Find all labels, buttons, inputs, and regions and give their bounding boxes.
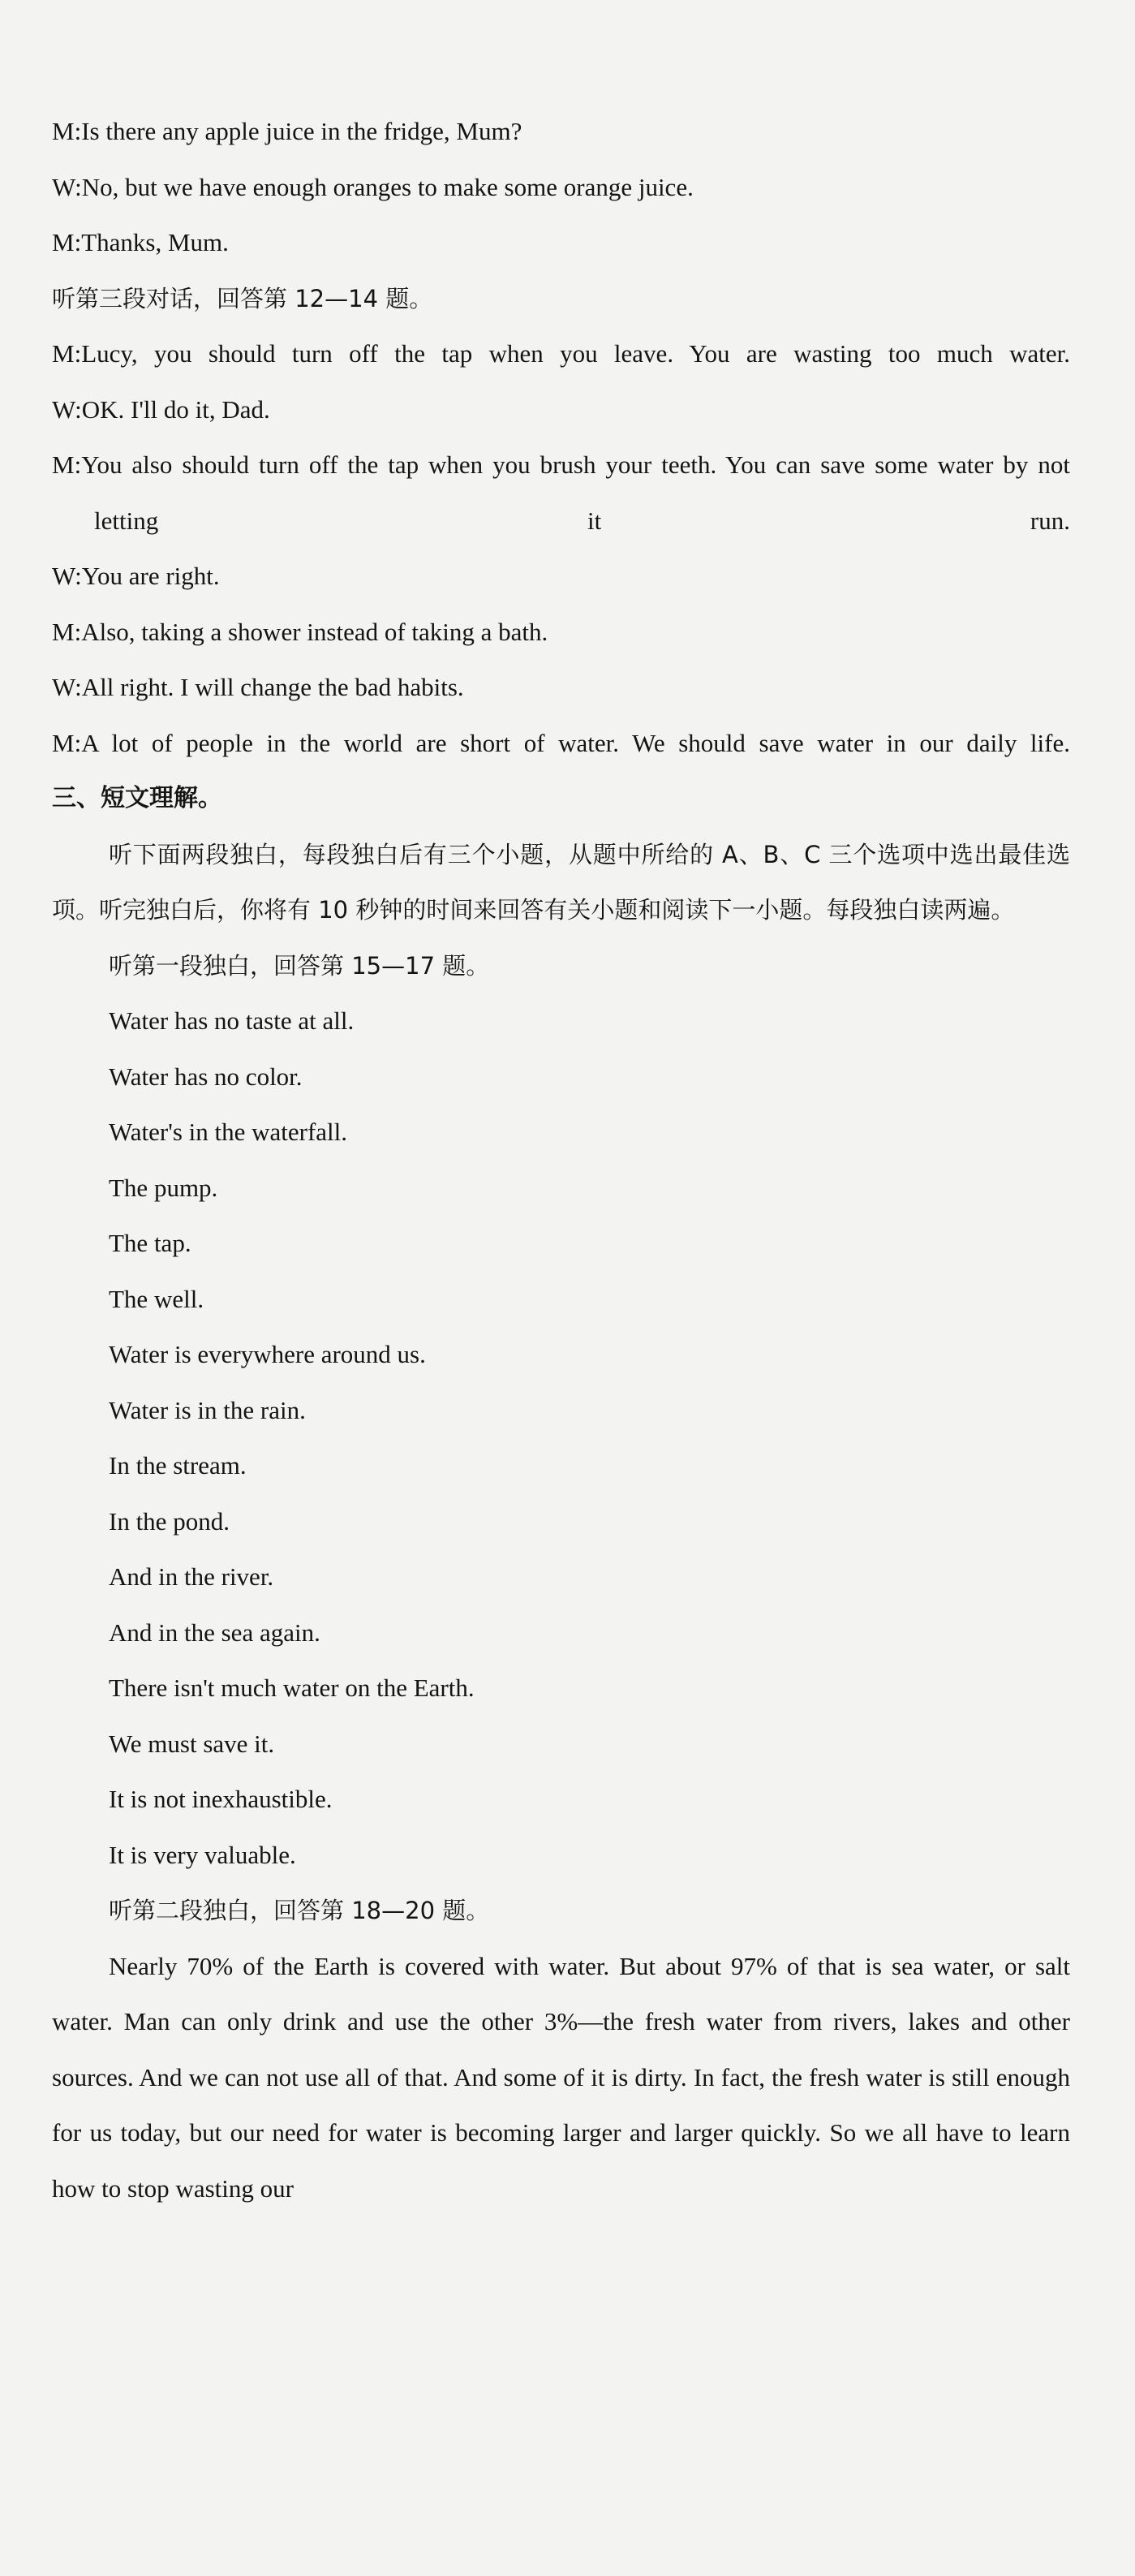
poem-line: It is not inexhaustible. <box>109 1785 333 1813</box>
poem-line: In the pond. <box>109 1506 230 1536</box>
dialogue-line <box>52 160 1070 216</box>
poem-line: In the stream. <box>109 1451 247 1480</box>
utterance: OK. I'll do it, Dad. <box>81 394 270 424</box>
speaker: M: <box>52 728 82 757</box>
dialogue-line <box>52 382 1070 438</box>
poem-line: Water's in the waterfall. <box>109 1118 348 1146</box>
dialogue-line <box>52 437 1070 549</box>
poem-line: Water has no color. <box>109 1062 303 1091</box>
poem-line: Water is everywhere around us. <box>109 1340 426 1368</box>
poem-line: We must save it. <box>109 1729 275 1758</box>
utterance: Thanks, Mum. <box>81 228 229 256</box>
utterance: Also, taking a shower instead of taking a bath. <box>81 617 548 646</box>
section3-instruction: 听第三段对话，回答第 12—14 题。 <box>52 284 433 312</box>
utterance: Lucy, you should turn off the tap when you leave. You are wasting too much water. <box>81 339 1070 368</box>
utterance: Is there any apple juice in the fridge, Mum? <box>81 117 522 145</box>
poem-line: It is very valuable. <box>109 1840 296 1869</box>
poem-line: The tap. <box>109 1229 191 1257</box>
dialogue-line <box>52 605 1070 661</box>
speaker: W: <box>52 673 82 701</box>
poem-line: Water has no taste at all. <box>109 1006 355 1035</box>
dialogue-line <box>52 549 1070 605</box>
poem-line: And in the sea again. <box>109 1618 320 1647</box>
speaker: W: <box>52 562 82 590</box>
dialogue-line <box>52 326 1070 382</box>
poem-line: The well. <box>109 1284 204 1313</box>
dialogue-part-a <box>52 104 1070 271</box>
poem-line: And in the river. <box>109 1562 274 1591</box>
utterance: A lot of people in the world are short of water. We should save water in our daily life. <box>81 728 1070 757</box>
dialogue-line <box>52 716 1070 772</box>
poem-line: Water is in the rain. <box>109 1395 306 1424</box>
monologue2-instruction: 听第二段独白，回答第 18—20 题。 <box>109 1897 490 1924</box>
utterance: No, but we have enough oranges to make some orange juice. <box>81 172 694 201</box>
part3-heading: 三、短文理解。 <box>52 784 222 812</box>
utterance: You are right. <box>81 562 220 590</box>
dialogue-line <box>52 104 1070 160</box>
part3-instructions: 听下面两段独白，每段独白后有三个小题，从题中所给的 A、B、C 三个选项中选出最佳选项。听完独白后，你将有 10 秒钟的时间来回答有关小题和阅读下一小题。每段独白读两遍。 <box>52 840 1070 924</box>
poem <box>52 993 1070 1883</box>
poem-line: The pump. <box>109 1173 218 1202</box>
speaker: W: <box>52 394 82 424</box>
poem-line: There isn't much water on the Earth. <box>109 1674 475 1702</box>
speaker: M: <box>52 339 82 368</box>
speaker: M: <box>52 617 82 646</box>
speaker: M: <box>52 228 82 256</box>
dialogue-part-b <box>52 326 1070 771</box>
dialogue-line <box>52 215 1070 271</box>
speaker: M: <box>52 117 82 145</box>
monologue1-instruction: 听第一段独白，回答第 15—17 题。 <box>109 951 490 980</box>
utterance: All right. I will change the bad habits. <box>81 673 464 701</box>
speaker: M: <box>52 450 82 479</box>
speaker: W: <box>52 172 82 201</box>
monologue2-text: Nearly 70% of the Earth is covered with water. But about 97% of that is sea water, or salt water. Man can only drink and use the other 3%—the fresh water from rivers, lakes and other sources. And we can not use all of that. And some of it is dirty. In fact, the fresh water is still enough for us today, but our need for water is becoming larger and larger quickly. So we all have to learn how to stop wasting our <box>52 1951 1070 2203</box>
utterance: You also should turn off the tap when you brush your teeth. You can save some water by not letting it run. <box>81 450 1070 535</box>
dialogue-line <box>52 660 1070 716</box>
